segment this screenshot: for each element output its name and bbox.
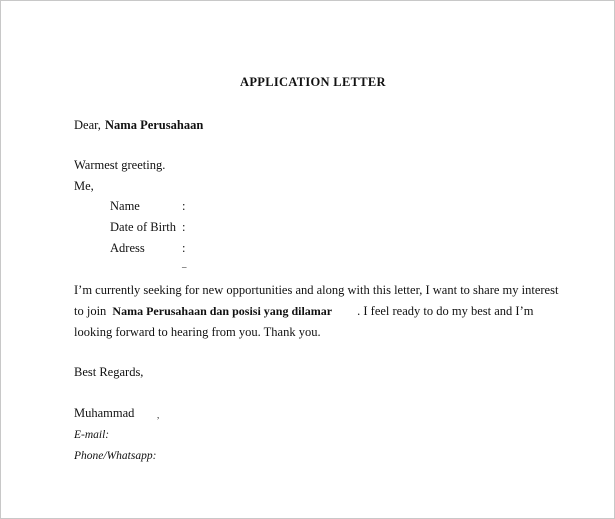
letter-title: APPLICATION LETTER: [240, 75, 386, 89]
signature-name: Muhammad: [74, 406, 135, 420]
body-line-2: [74, 301, 533, 322]
opening-greeting: Warmest greeting.: [74, 158, 166, 172]
body-line-2-start: to join: [74, 304, 107, 318]
closing-regards: Best Regards,: [74, 365, 144, 379]
body-line-2-end: . I feel ready to do my best and I’m: [357, 304, 534, 318]
company-placeholder: Nama Perusahaan: [105, 118, 204, 132]
body-line-3: looking forward to hearing from you. Thank you.: [74, 325, 321, 339]
field-separator-name: :: [182, 199, 186, 213]
body-line-1: I’m currently seeking for new opportunities and along with this letter, I want to share my interest: [74, 283, 559, 297]
salutation-label: Dear,: [74, 118, 101, 132]
field-label-address: Adress: [110, 241, 145, 255]
field-separator-date-of-birth: :: [182, 220, 186, 234]
field-separator-address: :: [182, 241, 186, 255]
field-label-date-of-birth: Date of Birth: [110, 220, 176, 234]
extra-dash: _: [182, 259, 187, 269]
email-label: E-mail:: [74, 429, 110, 441]
field-label-name: Name: [110, 199, 140, 213]
position-placeholder: Nama Perusahaan dan posisi yang dilamar: [112, 304, 333, 318]
me-label: Me,: [74, 179, 94, 193]
signature-tick: ,: [157, 410, 160, 420]
phone-label: Phone/Whatsapp:: [74, 450, 157, 462]
